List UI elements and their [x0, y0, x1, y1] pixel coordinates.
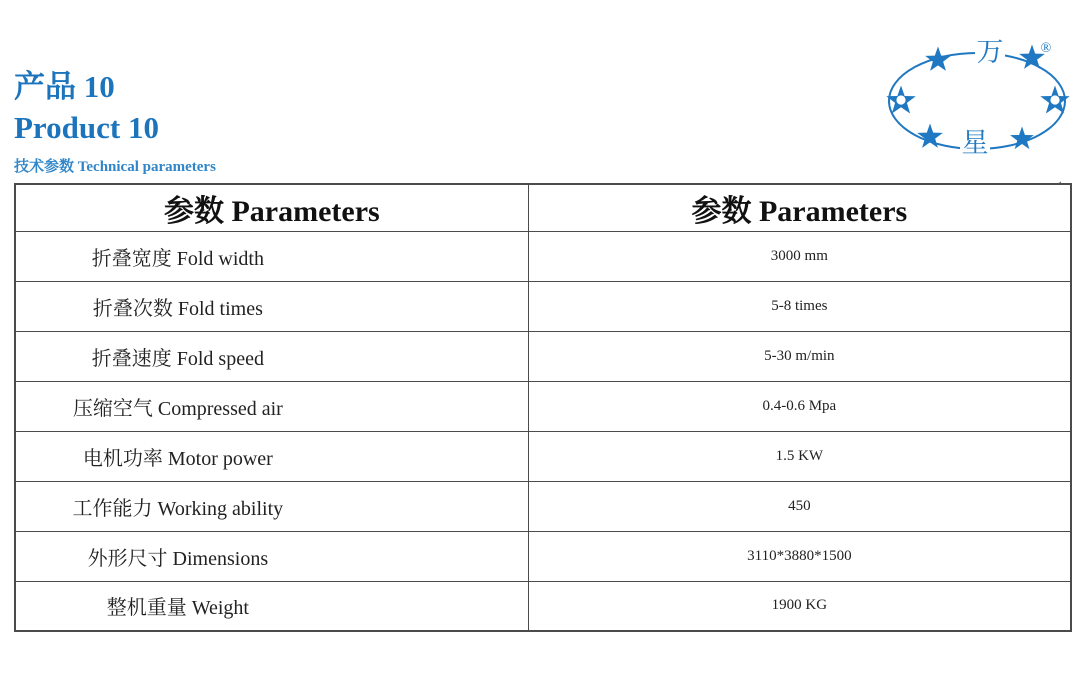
product-title-zh: 产品 10 — [14, 69, 115, 104]
param-value: 3000 mm — [528, 231, 1071, 281]
param-label: 电机功率 Motor power — [15, 431, 528, 481]
table-row — [15, 381, 1071, 431]
param-label: 压缩空气 Compressed air — [15, 381, 528, 431]
column-header-parameters-left: 参数 Parameters — [15, 184, 528, 231]
section-label: 技术参数 Technical parameters — [14, 159, 216, 176]
param-value: 5-8 times — [528, 281, 1071, 331]
param-value: 1900 KG — [528, 581, 1071, 631]
param-label: 工作能力 Working ability — [15, 481, 528, 531]
table-row — [15, 431, 1071, 481]
table-header-row — [15, 184, 1071, 231]
param-value: 5-30 m/min — [528, 331, 1071, 381]
param-value: 1.5 KW — [528, 431, 1071, 481]
title-block — [14, 68, 216, 176]
table-row — [15, 581, 1071, 631]
table-row — [15, 531, 1071, 581]
parameters-table — [14, 183, 1072, 632]
param-label: 折叠速度 Fold speed — [15, 331, 528, 381]
registered-trademark-icon: ® — [1040, 41, 1052, 56]
table-row — [15, 481, 1071, 531]
star-hole — [1050, 95, 1059, 104]
column-header-parameters-right: 参数 Parameters — [528, 184, 1071, 231]
company-logo — [878, 30, 1078, 165]
table-row — [15, 331, 1071, 381]
param-label: 折叠宽度 Fold width — [15, 231, 528, 281]
product-title-en: Product 10 — [14, 110, 159, 146]
param-label: 折叠次数 Fold times — [15, 281, 528, 331]
table-row — [15, 281, 1071, 331]
logo-graphic — [878, 30, 1078, 165]
logo-top-char: 万 — [976, 37, 1004, 67]
table-row — [15, 231, 1071, 281]
logo-bottom-char: 星 — [961, 128, 989, 158]
param-value: 3110*3880*1500 — [528, 531, 1071, 581]
star-hole — [896, 95, 905, 104]
param-value: 0.4-0.6 Mpa — [528, 381, 1071, 431]
param-label: 整机重量 Weight — [15, 581, 528, 631]
star-icon — [925, 47, 951, 71]
param-label: 外形尺寸 Dimensions — [15, 531, 528, 581]
param-value: 450 — [528, 481, 1071, 531]
